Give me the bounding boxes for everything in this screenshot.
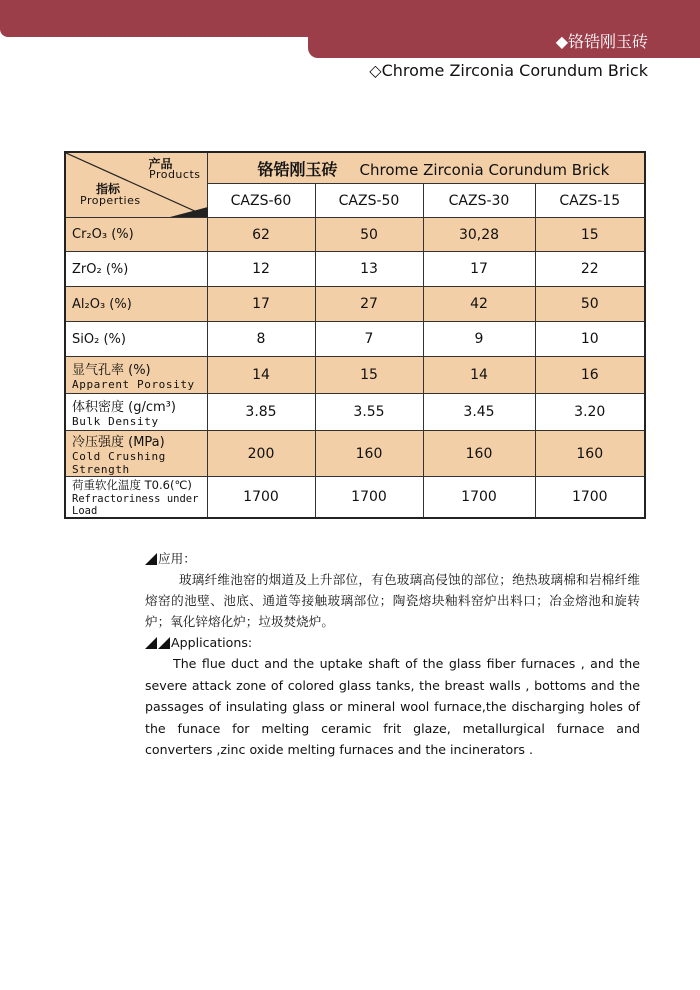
table-cell: 1700 <box>423 477 535 519</box>
grade-header: CAZS-50 <box>315 184 423 218</box>
property-label <box>65 477 207 519</box>
table-cell: 15 <box>315 357 423 394</box>
table-cell: 13 <box>315 252 423 287</box>
table-cell: 27 <box>315 287 423 322</box>
grade-header: CAZS-60 <box>207 184 315 218</box>
property-subtitle: Refractoriness under Load <box>72 493 199 517</box>
table-cell: 160 <box>423 431 535 477</box>
table-title <box>207 152 645 184</box>
table-row <box>65 394 645 431</box>
table-title-en: Chrome Zirconia Corundum Brick <box>359 160 610 179</box>
property-label <box>65 431 207 477</box>
table-cell: 22 <box>535 252 645 287</box>
table-cell: 200 <box>207 431 315 477</box>
table-cell: 1700 <box>535 477 645 519</box>
property-label <box>65 252 207 287</box>
table-row <box>65 218 645 252</box>
grade-header: CAZS-15 <box>535 184 645 218</box>
property-name: 体积密度 (g/cm³) <box>72 400 176 415</box>
property-name: 冷压强度 (MPa) <box>72 435 165 450</box>
property-name: 显气孔率 (%) <box>72 363 151 378</box>
table-cell: 160 <box>315 431 423 477</box>
property-label <box>65 287 207 322</box>
properties-label-cn: 指标 <box>96 182 121 196</box>
diagonal-divider <box>66 153 208 217</box>
table-row <box>65 357 645 394</box>
table-cell: 50 <box>315 218 423 252</box>
table-cell: 15 <box>535 218 645 252</box>
property-name: SiO₂ (%) <box>72 331 126 347</box>
table-cell: 160 <box>535 431 645 477</box>
triangle-bullet-icon <box>158 637 170 649</box>
page-title-en: ◇Chrome Zirconia Corundum Brick <box>369 61 648 80</box>
applications-section <box>145 548 640 761</box>
table-cell: 10 <box>535 322 645 357</box>
table-row <box>65 431 645 477</box>
table-cell: 14 <box>207 357 315 394</box>
table-cell: 42 <box>423 287 535 322</box>
table-row <box>65 287 645 322</box>
property-name: 荷重软化温度 T0.6(℃) <box>72 478 192 492</box>
table-row <box>65 477 645 519</box>
property-subtitle: Cold Crushing Strength <box>72 450 166 476</box>
table-cell: 8 <box>207 322 315 357</box>
table-cell: 3.45 <box>423 394 535 431</box>
table-cell: 50 <box>535 287 645 322</box>
page-title-cn: ◆铬锆刚玉砖 <box>555 32 648 51</box>
table-cell: 17 <box>207 287 315 322</box>
table-cell: 62 <box>207 218 315 252</box>
table-cell: 7 <box>315 322 423 357</box>
triangle-bullet-icon <box>145 553 157 565</box>
spec-table <box>64 151 646 519</box>
table-corner-cell <box>65 152 207 218</box>
property-label <box>65 357 207 394</box>
property-name: ZrO₂ (%) <box>72 261 129 277</box>
property-label <box>65 394 207 431</box>
property-label <box>65 218 207 252</box>
table-row <box>65 252 645 287</box>
property-name: Al₂O₃ (%) <box>72 296 132 312</box>
property-subtitle: Bulk Density <box>72 415 159 428</box>
triangle-bullet-icon <box>145 637 157 649</box>
en-paragraph: The flue duct and the uptake shaft of the glass fiber furnaces , and the severe attack zone of colored glass tanks, the breast walls , bottoms and the passages of insulating glass or mineral wool furnace,the discharging holes of the funace for melting ceramic frit glaze, metallurgical furnace and converters ,zinc oxide melting furnaces and the incinerators . <box>145 656 640 757</box>
cn-heading <box>145 548 640 569</box>
cn-paragraph: 玻璃纤维池窑的烟道及上升部位，有色玻璃高侵蚀的部位；绝热玻璃棉和岩棉纤维熔窑的池壁、池底、通道等接触玻璃部位；陶瓷熔块釉料窑炉出料口；冶金熔池和旋转炉；氧化锌熔化炉；垃圾焚烧炉。 <box>145 572 640 629</box>
table-title-cn: 铬锆刚玉砖 <box>257 159 338 179</box>
en-heading-text: Applications: <box>171 635 253 650</box>
table-cell: 17 <box>423 252 535 287</box>
table-row <box>65 322 645 357</box>
table-cell: 1700 <box>315 477 423 519</box>
en-heading <box>145 632 640 653</box>
table-cell: 3.55 <box>315 394 423 431</box>
table-cell: 14 <box>423 357 535 394</box>
property-name: Cr₂O₃ (%) <box>72 227 134 242</box>
table-cell: 3.20 <box>535 394 645 431</box>
property-label <box>65 322 207 357</box>
cn-heading-text: 应用： <box>158 551 196 566</box>
products-label-cn: 产品 <box>148 157 173 171</box>
table-cell: 3.85 <box>207 394 315 431</box>
products-label-en: Products <box>149 168 201 181</box>
table-cell: 1700 <box>207 477 315 519</box>
grade-header: CAZS-30 <box>423 184 535 218</box>
table-cell: 12 <box>207 252 315 287</box>
table-cell: 9 <box>423 322 535 357</box>
table-cell: 16 <box>535 357 645 394</box>
properties-label-en: Properties <box>80 194 141 207</box>
property-subtitle: Apparent Porosity <box>72 378 195 391</box>
table-cell: 30,28 <box>423 218 535 252</box>
